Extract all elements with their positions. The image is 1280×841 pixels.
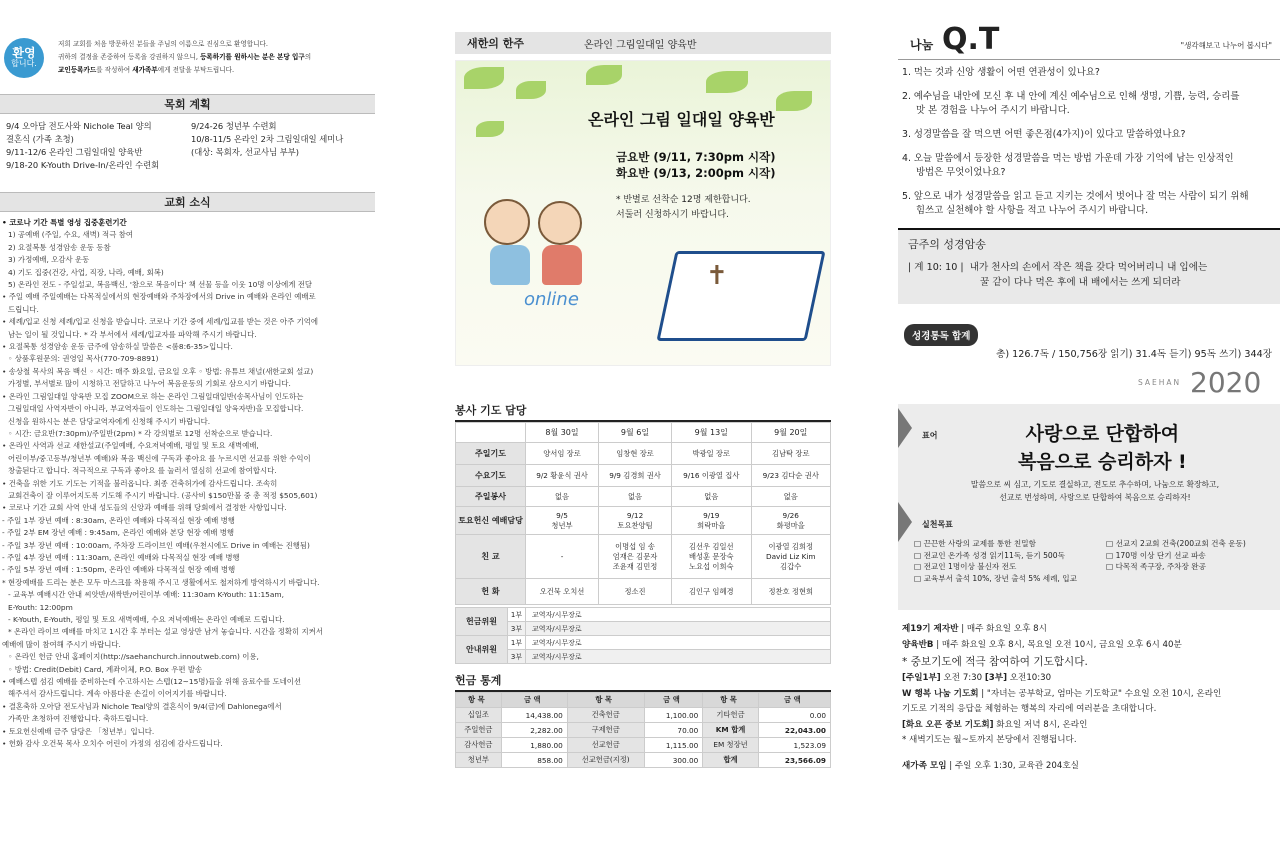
finance-cell: 23,566.09: [758, 753, 830, 768]
news-line: * 온라인 라이브 예배를 마치고 1시간 후 부터는 설교 영상만 남겨 놓습니다. 시간을 정확히 지켜서: [8, 627, 323, 637]
news-line: 3) 가정예배, 오감사 운동: [8, 255, 90, 265]
qt-question: [902, 90, 1280, 118]
class-note1: * 반별로 선착순 12명 제한합니다.: [616, 195, 751, 205]
qt-subtitle: "생각해보고 나누어 봅시다": [1180, 41, 1272, 50]
qt-title: Q.T: [942, 22, 1000, 57]
qt-question: [902, 190, 1280, 218]
motto-slogan-1: 사랑으로 단합하여: [1025, 423, 1180, 445]
qt-question-line: 힘쓰고 실천해야 할 사항을 적고 나누어 주시기 바랍니다.: [916, 205, 1149, 216]
plan-item: (대상: 목회자, 선교사님 부부): [191, 147, 299, 157]
memory-verse-box: [898, 228, 1280, 304]
news-line: - 주일 5부 장년 예배 : 1:50pm, 온라인 예배와 다목적실 현장 예배 병행: [2, 565, 236, 575]
welcome-line2: 귀하의 결정을 존중하여 등록을 강권하지 않으니, 등록하기를 원하시는 분은 본당 입구의: [58, 53, 312, 61]
news-line: 어린이부/중고등부/청년부 예배)와 복음 백신에 구독과 좋아요 를 누르시면 선교를 위한 수익이: [8, 453, 311, 463]
news-line: 창출된다고 합니다. 적극적으로 구독과 좋아요 를 눌러서 열심히 선교에 참여합시다.: [8, 466, 277, 476]
news-line: - 교육부 예배시간 안내 씨앗반/새싹반/어린이부 예배: 11:30am K-Youth: 11:15am,: [8, 590, 284, 600]
memory-ref: | 계 10: 10 |: [908, 262, 964, 273]
duty-cell: 없음: [751, 487, 831, 507]
duty-cell: 정찬호 정현희: [751, 579, 831, 605]
news-line: ◦ 시간: 금요반(7:30pm)/주일반(2pm) * 각 강의별로 12명 선착순으로 받습니다.: [8, 428, 273, 438]
qt-question-line: 방법은 무엇이었나요?: [916, 167, 1006, 178]
finance-cell: KM 합계: [703, 723, 758, 738]
plan-item: 9/24-26 청년부 수련회: [191, 121, 277, 131]
memory-verse: [908, 260, 1274, 290]
welcome-section: [0, 0, 375, 94]
duty-cell: 없음: [526, 487, 599, 507]
news-line: 1) 공예배 (주일, 수요, 새벽) 적극 참여: [8, 230, 133, 240]
news-line: • 헌화 감사 오건묵 목사 오치수 어린이 가정의 섬김에 감사드립니다.: [2, 739, 223, 749]
news-line: - 주일 3부 장년 예배 : 10:00am, 주차장 드라이브인 예배(우천시에도 Drive in 예배는 진행됨): [2, 540, 310, 550]
offering-staff-value: 교역자/시무장로: [526, 608, 831, 622]
news-title: 교회 소식: [0, 192, 375, 212]
finance-cell: 1,880.00: [501, 738, 567, 753]
duty-corner: [456, 423, 526, 443]
finance-cell: 선교헌금: [567, 738, 644, 753]
info-invite: 기도로 기적의 응답을 체험하는 행복의 자리에 여러분을 초대합니다.: [902, 704, 1157, 714]
duty-row-label: 주일봉사: [456, 487, 526, 507]
offering-staff-value: 교역자/시무장로: [526, 636, 831, 650]
plan-title: 목회 계획: [0, 94, 375, 114]
qt-question: [902, 66, 1280, 80]
duty-cell: 9/16 이광열 집사: [672, 465, 751, 487]
plan-left: [6, 120, 191, 188]
duty-cell: 9/19 희락마을: [672, 507, 751, 535]
welcome-badge-bottom: 합니다.: [11, 59, 37, 69]
arrow-icon: [898, 408, 912, 448]
duty-cell: 이광열 김희정 David Liz Kim 김갑수: [751, 535, 831, 579]
duty-date: 9월 20일: [751, 423, 831, 443]
finance-cell: 70.00: [644, 723, 703, 738]
motto-label: 표어: [922, 431, 938, 440]
feature-title: 온라인 그림일대일 양육반: [583, 39, 697, 51]
finance-table: [455, 692, 831, 768]
duty-cell: 정소진: [599, 579, 672, 605]
duty-row-label: 헌 화: [456, 579, 526, 605]
motto-description: 말씀으로 씨 심고, 기도로 결실하고, 전도로 추수하며, 나눔으로 확장하고, 선교로 번성하며, 사랑으로 단합하여 복음으로 승리하자!: [970, 480, 1220, 502]
memory-line1: 내가 천사의 손에서 작은 책을 갖다 먹어버리니 내 입에는: [969, 262, 1208, 273]
finance-cell: 청년부: [456, 753, 502, 768]
finance-cell: 0.00: [758, 708, 830, 723]
news-line: 예배에 많이 참여해 주시기 바랍니다.: [2, 639, 121, 649]
plan-item: 9/11-12/6 온라인 그림일대일 양육반: [6, 147, 143, 157]
info-disciple: 제19기 제자반 | 매주 화요일 오후 8시: [902, 624, 1047, 634]
qt-question: [902, 152, 1280, 180]
offering-staff-value: 교역자/시무장로: [526, 650, 831, 664]
goal-item: □ 전교인 온가족 성경 읽기11독, 듣기 500독: [914, 550, 1065, 560]
bible-book-icon: [656, 251, 825, 341]
info-sunday-prayer: [주일1부] 오전 7:30 [3부] 오전10:30: [902, 673, 1052, 683]
plan-item: 10/8-11/5 온라인 2차 그림일대일 세미나: [191, 134, 344, 144]
info-section: [898, 622, 1280, 774]
goal-item: □ 다목적 족구장, 주차장 완공: [1106, 562, 1206, 572]
motto-slogan-2: 복음으로 승리하자 !: [1018, 451, 1187, 473]
offering-staff-label: 헌금위원: [456, 608, 508, 636]
feature-header: [455, 32, 831, 54]
duty-cell: 김인구 임혜경: [672, 579, 751, 605]
news-line: • 송상철 목사의 복음 백신 ◦ 시간: 매주 화요일, 금요일 오후 ◦ 방법: 유튜브 채널(새한교회 설교): [2, 366, 314, 376]
news-line: 그림일대일 사역자반이 아니라, 부교역자들이 인도하는 그림일대일 양육자반)을 모집합니다.: [8, 404, 304, 414]
duty-cell: 김남탁 장로: [751, 443, 831, 465]
info-newcomer: 새가족 모임 | 주일 오후 1:30, 교육관 204호실: [902, 760, 1079, 771]
church-name: SAEHAN: [1138, 378, 1182, 387]
feature-illustration: [455, 60, 831, 366]
duty-cell: -: [526, 535, 599, 579]
finance-header: 항 목: [567, 693, 644, 708]
finance-cell: 건축헌금: [567, 708, 644, 723]
finance-cell: 1,100.00: [644, 708, 703, 723]
news-line: • 주일 예배 주일예배는 다목적실에서의 현장예배와 주차장에서의 Drive in 예배와 온라인 예배로: [2, 292, 316, 302]
plan-schedule: [0, 114, 375, 192]
service-number: 3부: [508, 650, 526, 664]
news-line: ◦ 상품후원문의: 권영일 목사(770-709-8891): [8, 354, 159, 364]
bible-reading-stats: 총) 126.7독 / 150,756장 읽기) 31.4독 듣기) 95독 쓰기) 344장: [996, 349, 1272, 360]
plan-item: 9/4 오아담 전도사와 Nichole Teal 양의: [6, 121, 152, 131]
duty-table: [455, 422, 831, 605]
duty-cell: 김선우 김일선 배성훈 문장숙 노요섭 이희숙: [672, 535, 751, 579]
year-banner: [898, 366, 1280, 399]
left-column: [0, 0, 375, 750]
duty-cell: 9/5 청년부: [526, 507, 599, 535]
finance-cell: 858.00: [501, 753, 567, 768]
qt-question-line: 5. 앞으로 내가 성경말씀을 읽고 듣고 지키는 것에서 벗어나 잘 먹는 사람이 되기 위해: [902, 191, 1249, 202]
finance-cell: 14,438.00: [501, 708, 567, 723]
news-line: 가족만 초청하여 진행합니다. 축하드립니다.: [8, 714, 149, 724]
finance-cell: 1,523.09: [758, 738, 830, 753]
class-notes: [616, 193, 751, 223]
duty-row-label: 수요기도: [456, 465, 526, 487]
service-number: 1부: [508, 636, 526, 650]
duty-cell: 9/9 김경희 권사: [599, 465, 672, 487]
memory-line2: 꿀 같이 다나 먹은 후에 내 배에서는 쓰게 되더라: [980, 277, 1181, 288]
info-dawn-prayer: * 새벽기도는 월~토까지 본당에서 진행됩니다.: [902, 735, 1077, 745]
duty-cell: 오건묵 오치선: [526, 579, 599, 605]
news-line: - 주일 4부 장년 예배 : 11:30am, 온라인 예배와 다목적실 현장 예배 병행: [2, 552, 240, 562]
welcome-line3: 교인등록카드를 작성하여 새가족부에게 전달을 부탁드립니다.: [58, 66, 235, 74]
duty-cell: 9/12 토요찬양팀: [599, 507, 672, 535]
goal-item: □ 교육부서 출석 10%, 장년 출석 5% 세례, 입교: [914, 573, 1077, 583]
news-line: 신청을 원하시는 분은 담당교역자에게 신청해 주시기 바랍니다.: [8, 416, 211, 426]
duty-date: 9월 13일: [672, 423, 751, 443]
info-intercession: * 중보기도에 적극 참여하여 기도합시다.: [902, 656, 1088, 668]
finance-cell: 22,043.00: [758, 723, 830, 738]
finance-cell: 주일헌금: [456, 723, 502, 738]
info-w-prayer: W 행복 나눔 기도회 | "자녀는 공부학교, 엄마는 기도학교" 수요일 오전 10시, 온라인: [902, 688, 1222, 699]
offering-staff-value: 교역자/시무장로: [526, 622, 831, 636]
qt-question-line: 4. 오늘 말씀에서 등장한 성경말씀을 먹는 방법 가운데 가장 기억에 남는 인상적인: [902, 153, 1234, 164]
child-body-icon: [542, 245, 582, 285]
offering-staff-label: 안내위원: [456, 636, 508, 664]
child-body-icon: [490, 245, 530, 285]
duty-cell: 없음: [672, 487, 751, 507]
memory-title: 금주의 성경암송: [908, 238, 986, 251]
class-times: [616, 149, 775, 181]
finance-cell: EM 청장년: [703, 738, 758, 753]
qt-prefix: 나눔: [910, 38, 934, 52]
news-line: 가정별, 부서별로 많이 시청하고 전달하고 나누어 복음운동의 기회로 삼으시기 바랍니다.: [8, 379, 291, 389]
info-tuesday-prayer: [화요 오픈 중보 기도회] 화요일 저녁 8시, 온라인: [902, 719, 1088, 730]
duty-cell: 없음: [599, 487, 672, 507]
info-nurture: 양육반B | 매주 화요일 오후 8시, 목요일 오전 10시, 금요일 오후 6시 40분: [902, 639, 1182, 650]
duty-cell: 양서임 장로: [526, 443, 599, 465]
news-line: 교회건축이 잘 이루어지도록 기도해 주시기 바랍니다. (공사비 $150만불 중 총 적정 $505,601): [8, 490, 318, 500]
finance-header: 항 목: [456, 693, 502, 708]
finance-cell: 2,282.00: [501, 723, 567, 738]
goal-item: □ 170명 이상 단기 선교 파송: [1106, 550, 1206, 560]
cross-icon: ✝: [706, 261, 728, 291]
duty-row-label: 친 교: [456, 535, 526, 579]
online-logo: online: [524, 289, 579, 310]
service-number: 1부: [508, 608, 526, 622]
news-line: - 주일 2부 EM 장년 예배 : 9:45am, 온라인 예배와 본당 현장 예배 병행: [2, 528, 235, 538]
duty-cell: 9/2 황윤식 권사: [526, 465, 599, 487]
news-line: • 요절복통 성경암송 운동 금주에 암송하실 말씀은 <롬8:6-35>입니다.: [2, 342, 233, 352]
finance-cell: 감사헌금: [456, 738, 502, 753]
qt-question: [902, 128, 1280, 142]
qt-question-line: 맛 본 경험을 나누어 주시기 바랍니다.: [916, 105, 1070, 116]
duty-cell: 박광일 장로: [672, 443, 751, 465]
goal-item: □ 전교인 1명이상 불신자 전도: [914, 562, 1017, 572]
arrow-icon: [898, 502, 912, 542]
news-line: • 토요헌신예배 금주 담당은 「청년부」입니다.: [2, 726, 155, 736]
news-line: • 예배스텝 섬김 예배를 준비하는데 수고하시는 스텝(12~15명)들을 위해 음료수를 도네이션: [2, 677, 302, 687]
duty-title: 봉사 기도 담당: [455, 402, 831, 422]
finance-title: 헌금 통계: [455, 672, 831, 692]
qt-questions: [898, 60, 1280, 218]
bible-reading-badge: 성경통독 합계: [904, 324, 978, 346]
news-line: • 온라인 사역과 선교 새한설교(주일예배, 수요저녁예배, 평일 및 토요 새벽예배,: [2, 441, 259, 451]
news-list: [0, 212, 375, 750]
duty-cell: 이명섭 임 송 엄재은 김문자 조윤재 김민정: [599, 535, 672, 579]
tuesday-class: 화요반 (9/13, 2:00pm 시작): [616, 166, 776, 180]
illustration-title: 온라인 그림 일대일 양육반: [588, 110, 775, 129]
finance-cell: 1,115.00: [644, 738, 703, 753]
news-line: 2) 요절복통 성경암송 운동 동참: [8, 242, 111, 252]
news-line: • 세례/입교 신청 세례/입교 신청을 받습니다. 코로나 기간 중에 세례/입교를 받는 것은 아주 기억에: [2, 317, 319, 327]
right-column: [898, 0, 1280, 774]
duty-date: 8월 30일: [526, 423, 599, 443]
news-line: - K-Youth, E-Youth, 평일 및 토요 새벽예배, 수요 저녁예배는 온라인 예배로 드립니다.: [8, 615, 285, 624]
feature-label: 새한의 한주: [467, 37, 524, 50]
welcome-badge: [4, 38, 44, 78]
year-number: 2020: [1190, 366, 1262, 399]
plan-item: 결혼식 (가족 초청): [6, 134, 74, 144]
finance-cell: 구제헌금: [567, 723, 644, 738]
news-line: • 결혼축하 오아담 전도사님과 Nichole Teal양의 결혼식이 9/4(금)에 Dahlonega에서: [2, 701, 282, 711]
goal-item: □ 선교지 2교회 건축(200교회 건축 운동): [1106, 539, 1246, 548]
news-line: • 코로나 기간 교회 사역 안내 성도들의 신앙과 예배를 위해 당회에서 결정한 사항입니다.: [2, 503, 287, 513]
news-line: ◦ 온라인 헌금 안내 홈페이지(http://saehanchurch.innoutweb.com) 이용,: [8, 652, 259, 662]
news-line: 남는 일이 될 것입니다. * 각 부서에서 세례/입교자를 파악해 주시기 바랍니다.: [8, 329, 257, 339]
news-line: 5) 온라인 전도 - 주일설교, 복음백신, '참으로 복음이다' 책 선물 등을 이웃 10명 이상에게 전달: [8, 280, 313, 290]
news-line: • 코로나 기간 특별 영성 집중훈련기간: [2, 218, 127, 227]
duty-cell: 9/26 화평마을: [751, 507, 831, 535]
plan-item: 9/18-20 K-Youth Drive-In/온라인 수련회: [6, 160, 160, 170]
goal-item: [1106, 573, 1280, 585]
welcome-line1: 저희 교회를 처음 방문하신 분들을 주님의 이름으로 진심으로 환영합니다.: [58, 40, 268, 48]
finance-cell: 300.00: [644, 753, 703, 768]
finance-header: 금 액: [758, 693, 830, 708]
offering-staff-table: [455, 607, 831, 664]
goal-item: □ 끈끈한 사랑의 교제를 통한 친밀함: [914, 539, 1036, 548]
news-line: 해주셔서 감사드립니다. 계속 아름다운 손길이 이어지기를 바랍니다.: [8, 689, 227, 699]
duty-row-label: 주일기도: [456, 443, 526, 465]
news-line: 드립니다.: [8, 304, 39, 314]
finance-header: 금 액: [501, 693, 567, 708]
finance-header: 항 목: [703, 693, 758, 708]
finance-cell: 십일조: [456, 708, 502, 723]
child-face-icon: [538, 201, 582, 245]
goals-list: [914, 538, 1280, 584]
news-line: * 현장예배를 드리는 분은 모두 마스크를 착용해 주시고 생활에서도 철저하게 방역하시기 바랍니다.: [2, 577, 320, 587]
news-line: - 주일 1부 장년 예배 : 8:30am, 온라인 예배와 다목적실 현장 예배 병행: [2, 515, 235, 525]
plan-right: [191, 120, 381, 188]
qt-header: [898, 22, 1280, 60]
motto-slogan: [1018, 420, 1187, 476]
welcome-text: [58, 38, 311, 77]
news-line: 4) 기도 집중(건강, 사업, 직장, 나라, 예배, 회복): [8, 267, 164, 277]
friday-class: 금요반 (9/11, 7:30pm 시작): [616, 150, 776, 164]
middle-column: [455, 0, 831, 768]
welcome-badge-top: 환영: [12, 46, 36, 60]
news-line: • 온라인 그림일대일 양육반 모집 ZOOM으로 하는 온라인 그림일대일반(송목사님이 인도하는: [2, 391, 304, 401]
news-line: E-Youth: 12:00pm: [8, 602, 73, 612]
finance-cell: 합계: [703, 753, 758, 768]
goals-label: 실천목표: [922, 520, 953, 529]
qt-question-line: 2. 예수님을 내안에 모신 후 내 안에 계신 예수님으로 인해 생명, 기쁨, 능력, 승리를: [902, 91, 1240, 102]
finance-cell: 기타헌금: [703, 708, 758, 723]
duty-date: 9월 6일: [599, 423, 672, 443]
news-line: ◦ 방법: Credit(Debit) Card, 계좌이체, P.O. Box 우편 발송: [8, 664, 203, 674]
child-face-icon: [484, 199, 530, 245]
finance-header: 금 액: [644, 693, 703, 708]
duty-cell: 9/23 김다순 권사: [751, 465, 831, 487]
news-line: • 건축을 위한 기도 기도는 기적을 불러옵니다. 최종 건축허가에 감사드립니다. 조속히: [2, 478, 278, 488]
qt-question-line: 3. 성경말씀을 잘 먹으면 어떤 좋은점(4가지)이 있다고 말씀하였나요?: [902, 129, 1186, 140]
duty-row-label: 토요헌신 예배담당: [456, 507, 526, 535]
qt-question-line: 1. 먹는 것과 신앙 생활이 어떤 연관성이 있나요?: [902, 67, 1100, 78]
duty-cell: 임창현 장로: [599, 443, 672, 465]
finance-cell: 선교헌금(지정): [567, 753, 644, 768]
motto-box: [898, 404, 1280, 610]
service-number: 3부: [508, 622, 526, 636]
class-note2: 서둘러 신청하시기 바랍니다.: [616, 210, 729, 220]
